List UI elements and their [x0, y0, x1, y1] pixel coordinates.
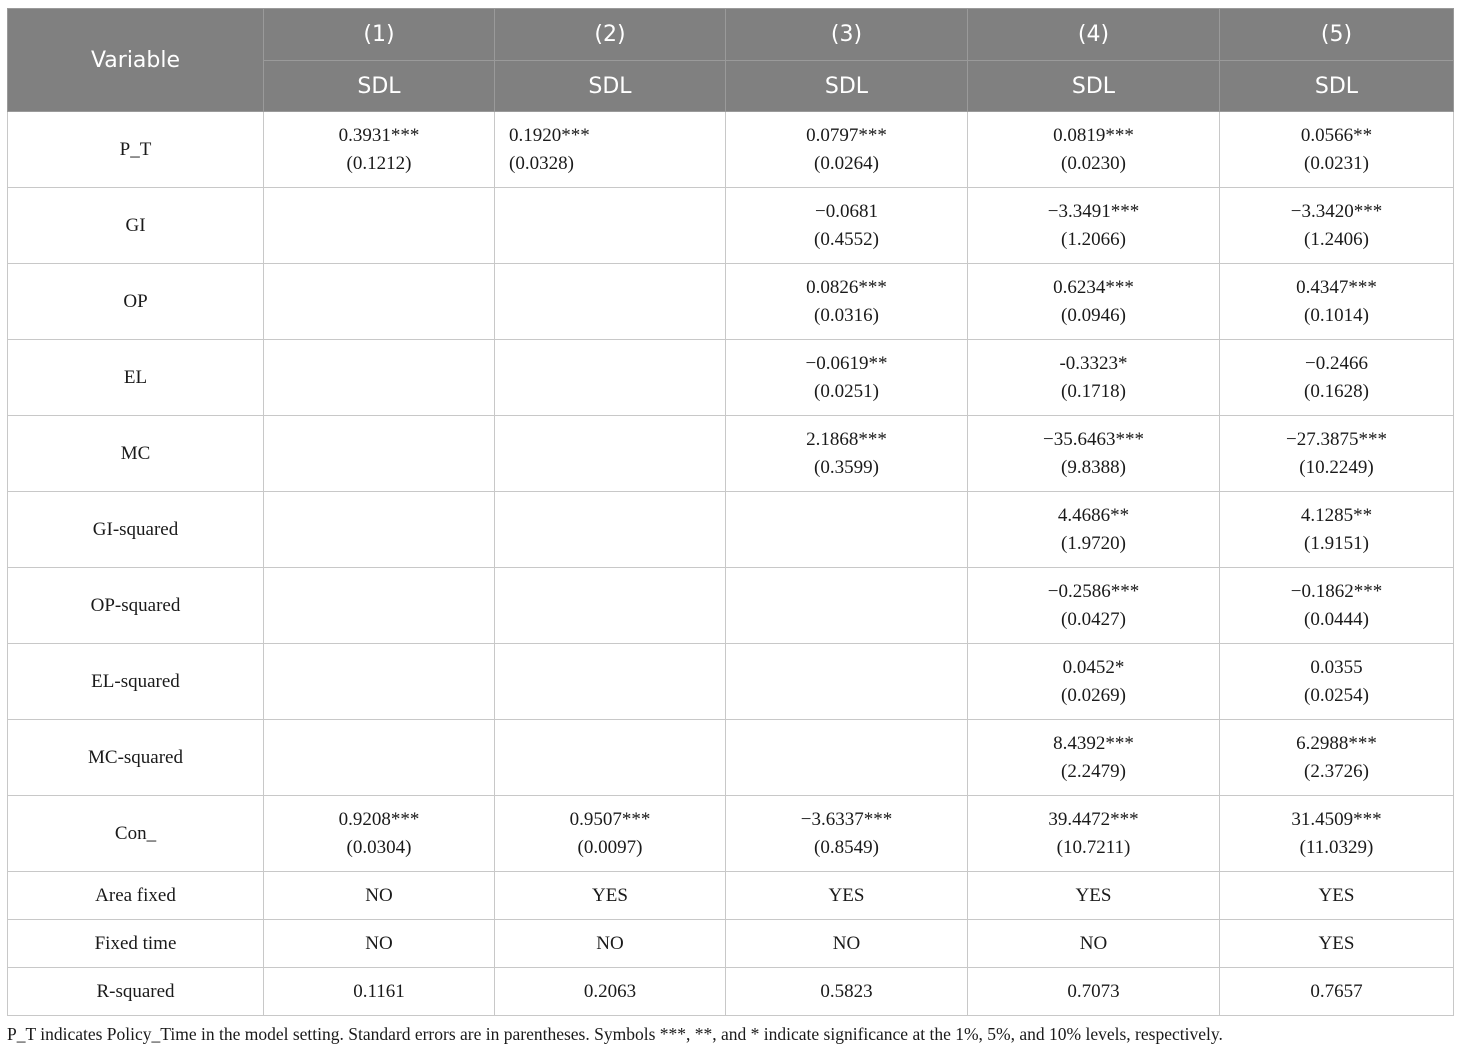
row-label: EL-squared: [8, 644, 264, 720]
coefficient: −0.0619**: [805, 352, 888, 374]
coef-cell: [495, 796, 726, 872]
flag-cell: 0.5823: [726, 968, 968, 1016]
table-row: [8, 568, 1454, 644]
coef-cell: [264, 416, 495, 492]
coefficient: 0.0566**: [1300, 124, 1373, 146]
standard-error: (1.9151): [1304, 532, 1369, 554]
coefficient: -0.3323*: [1059, 352, 1128, 374]
row-label: MC: [8, 416, 264, 492]
table-row: [8, 492, 1454, 568]
coef-cell: [264, 796, 495, 872]
table-row: [8, 872, 1454, 920]
standard-error: (0.0328): [509, 152, 574, 174]
coef-cell: [495, 264, 726, 340]
coefficient: −3.3491***: [1047, 200, 1140, 222]
flag-cell: 0.2063: [495, 968, 726, 1016]
coefficient: 0.0797***: [806, 124, 887, 146]
standard-error: (0.1718): [1061, 380, 1126, 402]
standard-error: (10.7211): [1056, 836, 1131, 858]
coef-cell: [1220, 188, 1454, 264]
standard-error: (11.0329): [1299, 836, 1374, 858]
coef-cell: [264, 492, 495, 568]
coefficient: 8.4392***: [1053, 732, 1134, 754]
coef-cell: [495, 340, 726, 416]
standard-error: (0.1014): [1304, 304, 1369, 326]
standard-error: (2.3726): [1304, 760, 1369, 782]
standard-error: (0.1628): [1304, 380, 1369, 402]
standard-error: (0.8549): [814, 836, 879, 858]
header-dependent-1: SDL: [264, 61, 495, 112]
coefficient: 0.0452*: [1062, 656, 1125, 678]
coefficient: 0.0819***: [1053, 124, 1134, 146]
standard-error: (0.0251): [814, 380, 879, 402]
coef-cell: [264, 112, 495, 188]
header-model-3: (3): [726, 9, 968, 61]
standard-error: (0.0269): [1061, 684, 1126, 706]
flag-cell: NO: [495, 920, 726, 968]
flag-cell: YES: [1220, 872, 1454, 920]
coef-cell: [726, 188, 968, 264]
coef-cell: [726, 264, 968, 340]
table-row: [8, 796, 1454, 872]
flag-cell: 0.7657: [1220, 968, 1454, 1016]
header-model-4: (4): [968, 9, 1220, 61]
coef-cell: [1220, 340, 1454, 416]
coefficient: 0.9208***: [338, 808, 420, 830]
standard-error: (10.2249): [1299, 456, 1374, 478]
flag-cell: YES: [1220, 920, 1454, 968]
coef-cell: [1220, 720, 1454, 796]
standard-error: (0.0427): [1061, 608, 1126, 630]
standard-error: (9.8388): [1061, 456, 1126, 478]
row-label: OP-squared: [8, 568, 264, 644]
coefficient: −3.3420***: [1290, 200, 1383, 222]
coef-cell: [1220, 112, 1454, 188]
flag-cell: YES: [495, 872, 726, 920]
header-model-1: (1): [264, 9, 495, 61]
header-dependent-2: SDL: [495, 61, 726, 112]
coef-cell: [264, 720, 495, 796]
coef-cell: [968, 720, 1220, 796]
coefficient: −3.6337***: [800, 808, 893, 830]
flag-cell: 0.7073: [968, 968, 1220, 1016]
row-label: GI: [8, 188, 264, 264]
coef-cell: [495, 720, 726, 796]
coef-cell: [726, 112, 968, 188]
header-dependent-4: SDL: [968, 61, 1220, 112]
table-row: [8, 720, 1454, 796]
coefficient: 0.4347***: [1296, 276, 1377, 298]
coef-cell: [968, 112, 1220, 188]
flag-cell: 0.1161: [264, 968, 495, 1016]
coefficient: 39.4472***: [1048, 808, 1139, 830]
coef-cell: [968, 416, 1220, 492]
standard-error: (0.0316): [814, 304, 879, 326]
standard-error: (0.0304): [346, 836, 412, 858]
row-label: Fixed time: [8, 920, 264, 968]
coef-cell: [264, 568, 495, 644]
coefficient: −35.6463***: [1043, 428, 1144, 450]
regression-table: [7, 8, 1454, 1016]
flag-cell: NO: [726, 920, 968, 968]
coef-cell: [726, 416, 968, 492]
coef-cell: [968, 568, 1220, 644]
flag-cell: NO: [264, 920, 495, 968]
coefficient: 0.6234***: [1053, 276, 1134, 298]
coef-cell: [1220, 796, 1454, 872]
coefficient: −0.2466: [1305, 352, 1368, 374]
row-label: GI-squared: [8, 492, 264, 568]
header-model-5: (5): [1220, 9, 1454, 61]
coef-cell: [495, 644, 726, 720]
flag-cell: NO: [264, 872, 495, 920]
coefficient: 0.3931***: [338, 124, 420, 146]
coef-cell: [264, 644, 495, 720]
table-row: [8, 112, 1454, 188]
coefficient: 31.4509***: [1291, 808, 1382, 830]
coefficient: 2.1868***: [806, 428, 887, 450]
coef-cell: [726, 644, 968, 720]
table-row: [8, 188, 1454, 264]
standard-error: (2.2479): [1061, 760, 1126, 782]
coef-cell: [495, 568, 726, 644]
standard-error: (0.4552): [814, 228, 879, 250]
standard-error: (1.9720): [1061, 532, 1126, 554]
flag-cell: NO: [968, 920, 1220, 968]
table-body: [8, 112, 1454, 1016]
coef-cell: [264, 188, 495, 264]
coef-cell: [968, 492, 1220, 568]
table-row: [8, 340, 1454, 416]
standard-error: (0.0097): [577, 836, 643, 858]
coef-cell: [1220, 264, 1454, 340]
coefficient: 4.1285**: [1300, 504, 1373, 526]
standard-error: (0.0946): [1061, 304, 1126, 326]
standard-error: (0.0231): [1304, 152, 1369, 174]
standard-error: (0.0444): [1304, 608, 1369, 630]
standard-error: (1.2066): [1061, 228, 1126, 250]
table-footnote: P_T indicates Policy_Time in the model setting. Standard errors are in parentheses. Symbols ***, **, and * indicate significance at the 1%, 5%, and 10% levels, respectively.: [7, 1024, 1223, 1044]
standard-error: (0.3599): [814, 456, 879, 478]
standard-error: (1.2406): [1304, 228, 1369, 250]
coefficient: 4.4686**: [1057, 504, 1130, 526]
coef-cell: [968, 644, 1220, 720]
header-model-2: (2): [495, 9, 726, 61]
table-row: [8, 416, 1454, 492]
coef-cell: [1220, 492, 1454, 568]
coef-cell: [495, 112, 726, 188]
coef-cell: [1220, 568, 1454, 644]
coef-cell: [726, 720, 968, 796]
table-header: [8, 9, 1454, 112]
coef-cell: [264, 264, 495, 340]
coef-cell: [495, 188, 726, 264]
header-dependent-5: SDL: [1220, 61, 1454, 112]
coefficient: 6.2988***: [1296, 732, 1377, 754]
table-row: [8, 968, 1454, 1016]
coef-cell: [495, 416, 726, 492]
standard-error: (0.1212): [346, 152, 412, 174]
coef-cell: [968, 796, 1220, 872]
standard-error: (0.0264): [814, 152, 879, 174]
coef-cell: [968, 188, 1220, 264]
coef-cell: [968, 340, 1220, 416]
coef-cell: [726, 340, 968, 416]
flag-cell: YES: [726, 872, 968, 920]
table-row: [8, 920, 1454, 968]
row-label: R-squared: [8, 968, 264, 1016]
coef-cell: [726, 492, 968, 568]
standard-error: (0.0254): [1304, 684, 1369, 706]
table-row: [8, 264, 1454, 340]
coef-cell: [726, 796, 968, 872]
header-variable: Variable: [8, 9, 264, 112]
coef-cell: [1220, 416, 1454, 492]
header-dependent-3: SDL: [726, 61, 968, 112]
row-label: EL: [8, 340, 264, 416]
row-label: P_T: [8, 112, 264, 188]
flag-cell: YES: [968, 872, 1220, 920]
coefficient: −0.1862***: [1290, 580, 1383, 602]
coef-cell: [264, 340, 495, 416]
coef-cell: [726, 568, 968, 644]
coef-cell: [968, 264, 1220, 340]
row-label: OP: [8, 264, 264, 340]
row-label: Area fixed: [8, 872, 264, 920]
coefficient: 0.0826***: [806, 276, 887, 298]
coefficient: 0.9507***: [569, 808, 651, 830]
table-row: [8, 644, 1454, 720]
coefficient: −0.2586***: [1047, 580, 1140, 602]
coefficient: −27.3875***: [1286, 428, 1387, 450]
coefficient: −0.0681: [815, 200, 878, 222]
header-row-models: [8, 9, 1454, 61]
coefficient: 0.1920***: [509, 124, 590, 146]
coef-cell: [1220, 644, 1454, 720]
coefficient: 0.0355: [1310, 656, 1363, 678]
row-label: MC-squared: [8, 720, 264, 796]
standard-error: (0.0230): [1061, 152, 1126, 174]
row-label: Con_: [8, 796, 264, 872]
coef-cell: [495, 492, 726, 568]
